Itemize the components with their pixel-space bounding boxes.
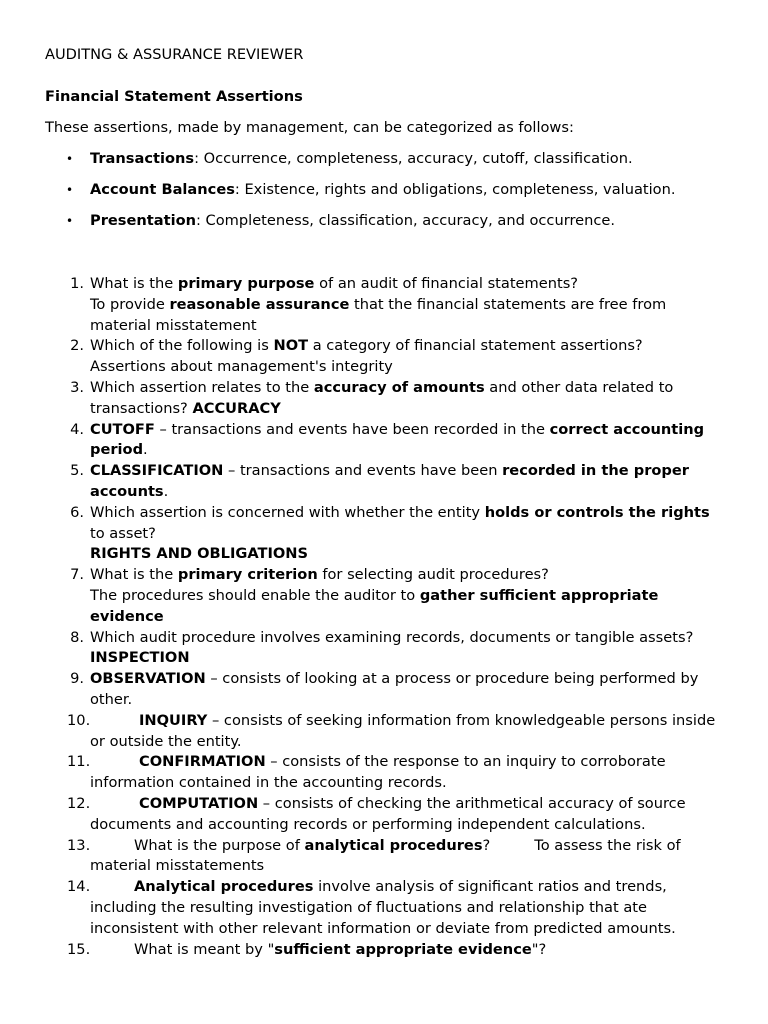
item-answer: To provide: [90, 295, 170, 313]
item-text: What is the: [90, 566, 178, 584]
item-text: ?: [482, 836, 491, 854]
list-item: [0, 711, 768, 753]
item-answer: ACCURACY: [192, 399, 281, 417]
item-emphasis: reasonable assurance: [169, 295, 350, 313]
list-item: [0, 336, 768, 378]
item-emphasis: sufficient appropriate evidence: [274, 940, 532, 958]
bullet-text: : Existence, rights and obligations, completeness, valuation.: [234, 181, 676, 198]
list-item: [0, 378, 768, 420]
bullet-dot-icon: •: [66, 183, 74, 197]
list-item: [0, 503, 768, 565]
list-item: [0, 940, 768, 961]
section-title: Financial Statement Assertions: [45, 88, 303, 105]
item-emphasis: correct accounting period: [90, 420, 705, 459]
item-answer: Assertions about management's integrity: [90, 358, 393, 376]
list-item: [0, 565, 768, 627]
item-answer: INSPECTION: [90, 649, 190, 667]
item-text: What is meant by ": [134, 940, 275, 958]
item-number: 5.: [70, 462, 84, 480]
item-number: 11.: [67, 753, 91, 771]
bullet-dot-icon: •: [66, 152, 74, 166]
item-number: 14.: [67, 878, 91, 896]
item-text: a category of financial statement assertions?: [308, 337, 643, 355]
item-answer: To assess the risk of material misstatements: [90, 836, 681, 875]
item-emphasis: NOT: [273, 337, 309, 355]
item-emphasis: OBSERVATION: [90, 670, 206, 688]
item-text: Which audit procedure involves examining records, documents or tangible assets?: [90, 628, 694, 646]
item-number: 15.: [67, 940, 91, 958]
document-header: AUDITNG & ASSURANCE REVIEWER: [45, 46, 304, 63]
item-emphasis: primary purpose: [177, 275, 315, 292]
item-answer: RIGHTS AND OBLIGATIONS: [90, 545, 309, 563]
item-emphasis: INQUIRY: [139, 711, 208, 729]
bullet-term: Transactions: [90, 150, 195, 167]
item-number: 1.: [70, 275, 84, 292]
list-item: [0, 877, 768, 939]
item-emphasis: CLASSIFICATION: [90, 462, 224, 480]
item-text: – consists of the response to an inquiry to corroborate information contained in the accounting records.: [90, 753, 666, 792]
item-emphasis: CUTOFF: [90, 420, 155, 438]
item-text: What is the purpose of: [134, 836, 305, 854]
list-item: [0, 628, 768, 670]
item-text: Which assertion is concerned with whether the entity: [90, 503, 485, 521]
list-item: [0, 836, 768, 878]
item-text: – consists of looking at a process or procedure being performed by other.: [90, 670, 699, 708]
item-text: Which assertion relates to the: [90, 378, 314, 396]
item-emphasis: Analytical procedures: [134, 878, 314, 896]
bullet-term: Account Balances: [90, 181, 235, 198]
item-text: – consists of seeking information from knowledgeable persons inside or outside the entity.: [90, 711, 716, 750]
item-text: and other data related to transactions?: [90, 378, 674, 417]
item-number: 13.: [67, 836, 91, 854]
item-text: .: [143, 441, 148, 459]
item-text: involve analysis of significant ratios and trends, including the resulting investigation of fluctuations and relationship that ate inconsistent with other relevant information or deviate from predicted amounts.: [90, 878, 676, 937]
item-emphasis: primary criterion: [177, 566, 318, 584]
item-answer: that the financial statements are free from material misstatement: [90, 295, 667, 334]
item-text: What is the: [90, 275, 178, 292]
item-number: 3.: [70, 378, 84, 396]
item-text: to asset?: [90, 524, 156, 542]
item-emphasis: COMPUTATION: [139, 794, 259, 812]
bullet-text: : Occurrence, completeness, accuracy, cutoff, classification.: [194, 150, 633, 167]
item-number: 10.: [67, 711, 91, 729]
item-text: – transactions and events have been recorded in the: [154, 420, 550, 438]
list-item: [0, 794, 768, 836]
item-text: of an audit of financial statements?: [314, 275, 579, 292]
item-text: – consists of checking the arithmetical accuracy of source documents and accounting records or performing independent calculations.: [90, 794, 686, 833]
bullet-text: : Completeness, classification, accuracy, and occurrence.: [195, 212, 615, 229]
item-text: Which of the following is: [90, 337, 274, 355]
item-number: 4.: [70, 420, 84, 438]
item-emphasis: analytical procedures: [304, 836, 483, 854]
list-item: [0, 461, 768, 503]
list-item: [0, 752, 768, 794]
item-number: 2.: [70, 337, 84, 355]
list-item: [0, 274, 768, 336]
question-list: [0, 274, 768, 960]
item-number: 6.: [70, 503, 84, 521]
item-number: 12.: [67, 794, 91, 812]
item-text: .: [163, 482, 169, 500]
item-emphasis: recorded in the proper accounts: [90, 462, 689, 500]
item-emphasis: accuracy of amounts: [313, 378, 485, 396]
item-emphasis: CONFIRMATION: [139, 753, 266, 771]
item-number: 9.: [70, 670, 84, 688]
intro-paragraph: These assertions, made by management, can be categorized as follows:: [45, 119, 574, 136]
list-item: [0, 669, 768, 711]
bullet-dot-icon: •: [66, 214, 74, 228]
item-answer: The procedures should enable the auditor to: [90, 586, 420, 604]
item-number: 8.: [70, 628, 84, 646]
item-text: – transactions and events have been: [223, 462, 503, 480]
item-answer: gather sufficient appropriate evidence: [90, 586, 659, 625]
bullet-term: Presentation: [90, 212, 196, 229]
list-item: [0, 420, 768, 462]
item-number: 7.: [70, 566, 84, 584]
item-text: "?: [531, 940, 547, 958]
item-emphasis: holds or controls the rights: [484, 503, 710, 521]
item-text: for selecting audit procedures?: [317, 566, 549, 584]
